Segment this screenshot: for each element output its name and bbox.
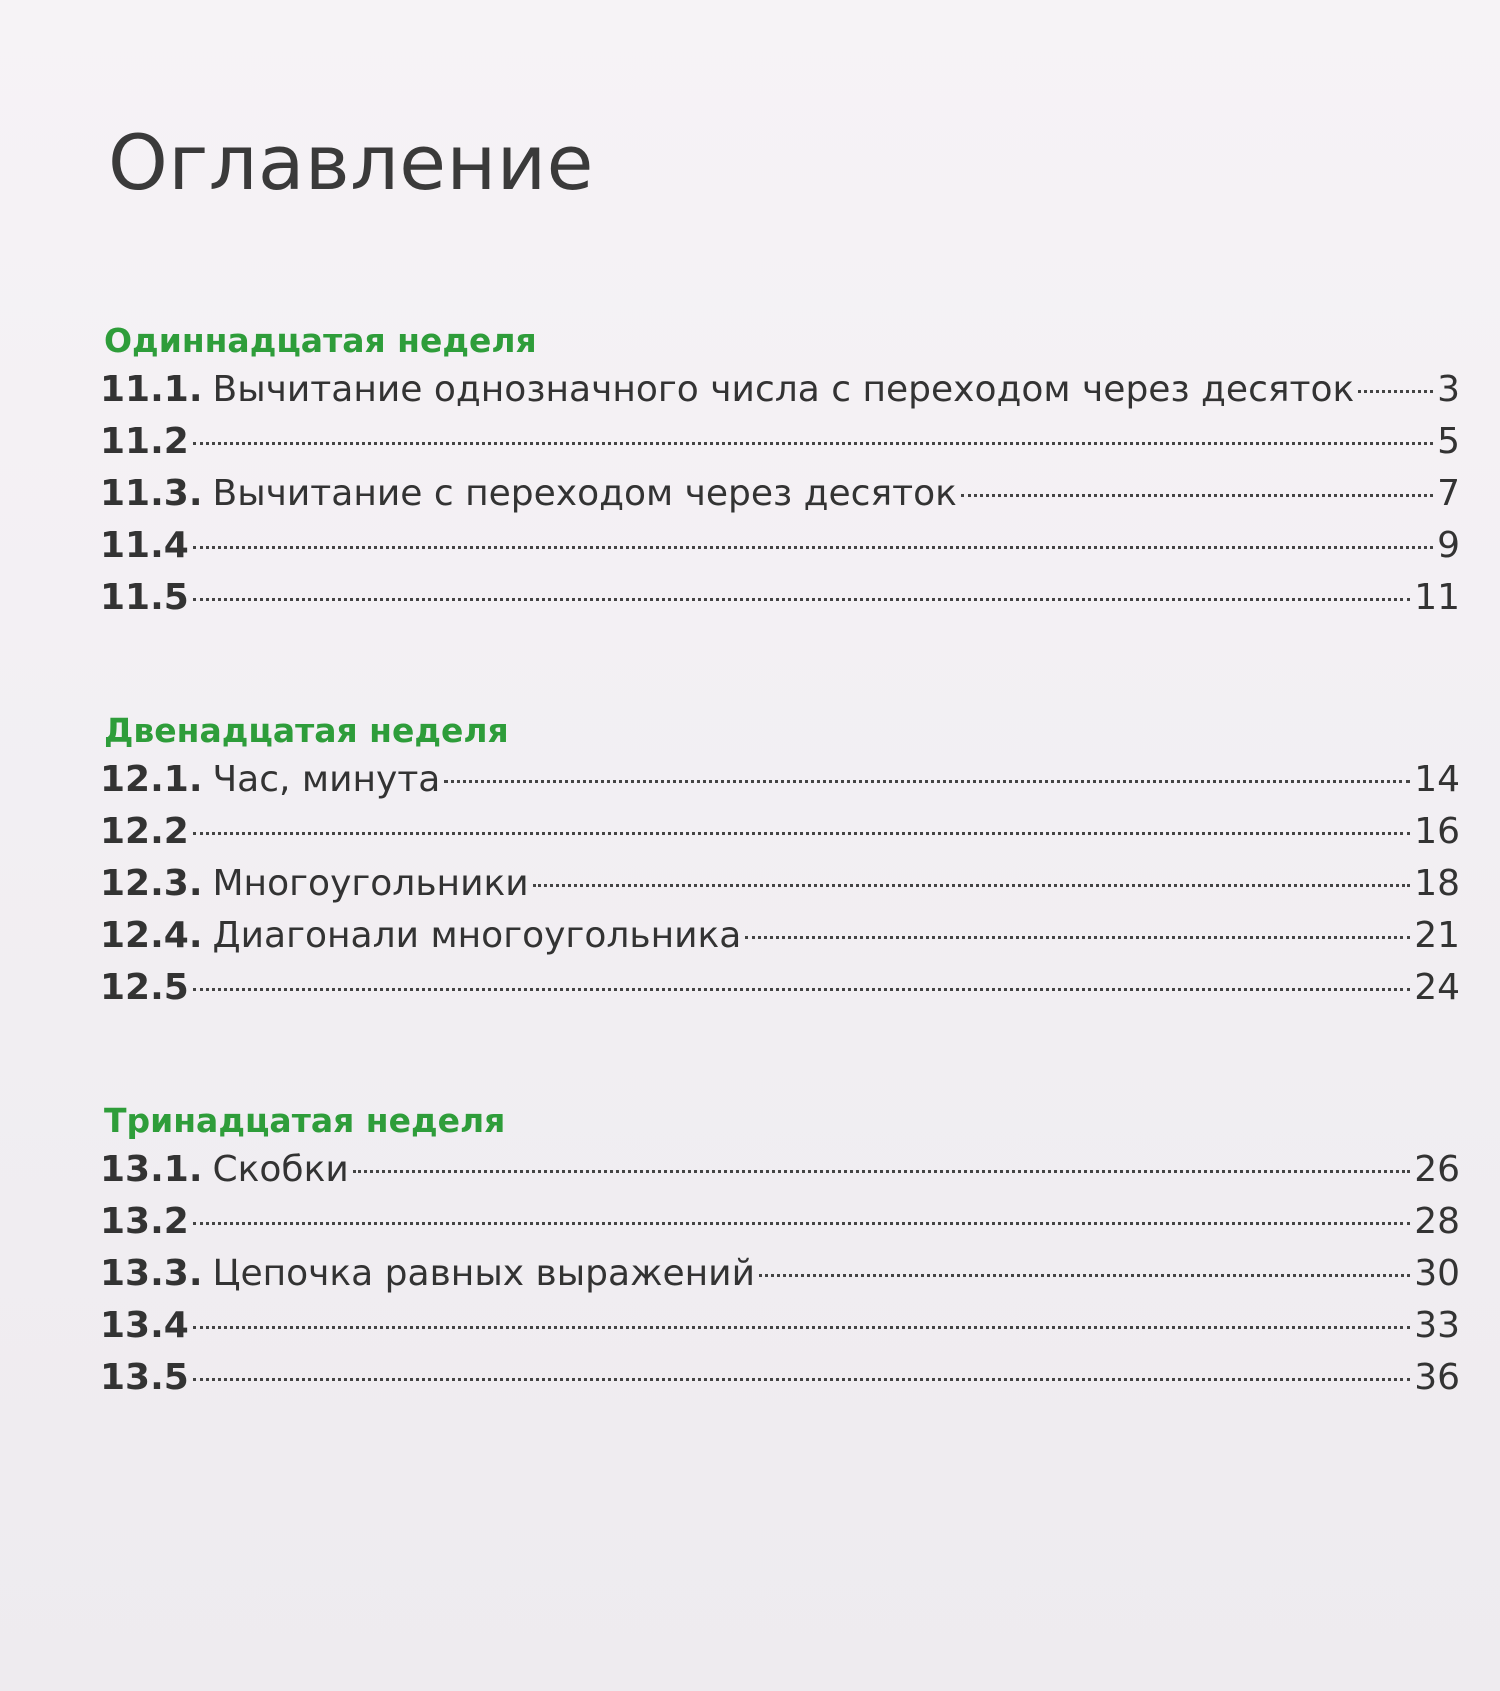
dot-leader [193,598,1410,601]
dot-leader [193,1378,1410,1381]
dot-leader [193,1326,1410,1329]
entry-page-number: 33 [1414,1305,1460,1346]
entry-page-number: 16 [1414,811,1460,852]
entry-number: 13.1. [100,1149,203,1190]
toc-entry[interactable] [100,520,1460,572]
toc-entry[interactable] [100,1300,1460,1352]
entry-title: Цепочка равных выражений [212,1253,755,1294]
toc-entry[interactable] [100,1196,1460,1248]
entry-title: Час, минута [212,759,441,800]
entry-page-number: 5 [1437,421,1460,462]
dot-leader [193,988,1410,991]
section-title: Одиннадцатая неделя [104,321,537,360]
toc-entry[interactable] [100,910,1460,962]
entry-page-number: 21 [1414,915,1460,956]
entry-number: 12.4. [100,915,203,956]
entry-title: Многоугольники [212,863,529,904]
entry-page-number: 26 [1414,1149,1460,1190]
page-title: Оглавление [108,117,594,207]
entry-page-number: 11 [1414,577,1460,618]
toc-entry[interactable] [100,858,1460,910]
toc-entry[interactable] [100,962,1460,1014]
entry-page-number: 14 [1414,759,1460,800]
dot-leader [759,1274,1410,1277]
entry-number: 11.4 [100,525,189,566]
entry-number: 13.4 [100,1305,189,1346]
entry-title: Скобки [212,1149,349,1190]
entry-number: 12.3. [100,863,203,904]
dot-leader [533,884,1411,887]
dot-leader [193,442,1433,445]
entry-number: 11.3. [100,473,203,514]
toc-entry[interactable] [100,806,1460,858]
toc-entry[interactable] [100,1144,1460,1196]
entry-title: Диагонали многоугольника [212,915,742,956]
toc-entry[interactable] [100,1352,1460,1404]
entry-page-number: 30 [1414,1253,1460,1294]
entry-title: Вычитание с переходом через десяток [212,473,957,514]
dot-leader [193,832,1410,835]
entry-page-number: 28 [1414,1201,1460,1242]
dot-leader [444,780,1410,783]
toc-section-week-12 [100,712,1460,1014]
entry-number: 11.1. [100,369,203,410]
dot-leader [193,546,1433,549]
entry-number: 11.5 [100,577,189,618]
toc-entry[interactable] [100,754,1460,806]
entry-page-number: 24 [1414,967,1460,1008]
entry-number: 12.2 [100,811,189,852]
entry-page-number: 9 [1437,525,1460,566]
toc-section-week-13 [100,1102,1460,1404]
entry-number: 13.2 [100,1201,189,1242]
dot-leader [1358,390,1433,393]
toc-section-week-11 [100,322,1460,624]
entry-title: Вычитание однозначного числа с переходом через десяток [212,369,1355,410]
section-title: Тринадцатая неделя [104,1101,506,1140]
entry-number: 11.2 [100,421,189,462]
entry-page-number: 3 [1437,369,1460,410]
toc-entry[interactable] [100,364,1460,416]
toc-entry[interactable] [100,416,1460,468]
entry-page-number: 18 [1414,863,1460,904]
entry-number: 12.5 [100,967,189,1008]
toc-entry[interactable] [100,468,1460,520]
dot-leader [961,494,1433,497]
section-title: Двенадцатая неделя [104,711,509,750]
entry-number: 12.1. [100,759,203,800]
entry-number: 13.5 [100,1357,189,1398]
entry-number: 13.3. [100,1253,203,1294]
dot-leader [193,1222,1410,1225]
toc-entry[interactable] [100,572,1460,624]
toc-entry[interactable] [100,1248,1460,1300]
entry-page-number: 36 [1414,1357,1460,1398]
entry-page-number: 7 [1437,473,1460,514]
dot-leader [353,1170,1410,1173]
dot-leader [745,936,1410,939]
